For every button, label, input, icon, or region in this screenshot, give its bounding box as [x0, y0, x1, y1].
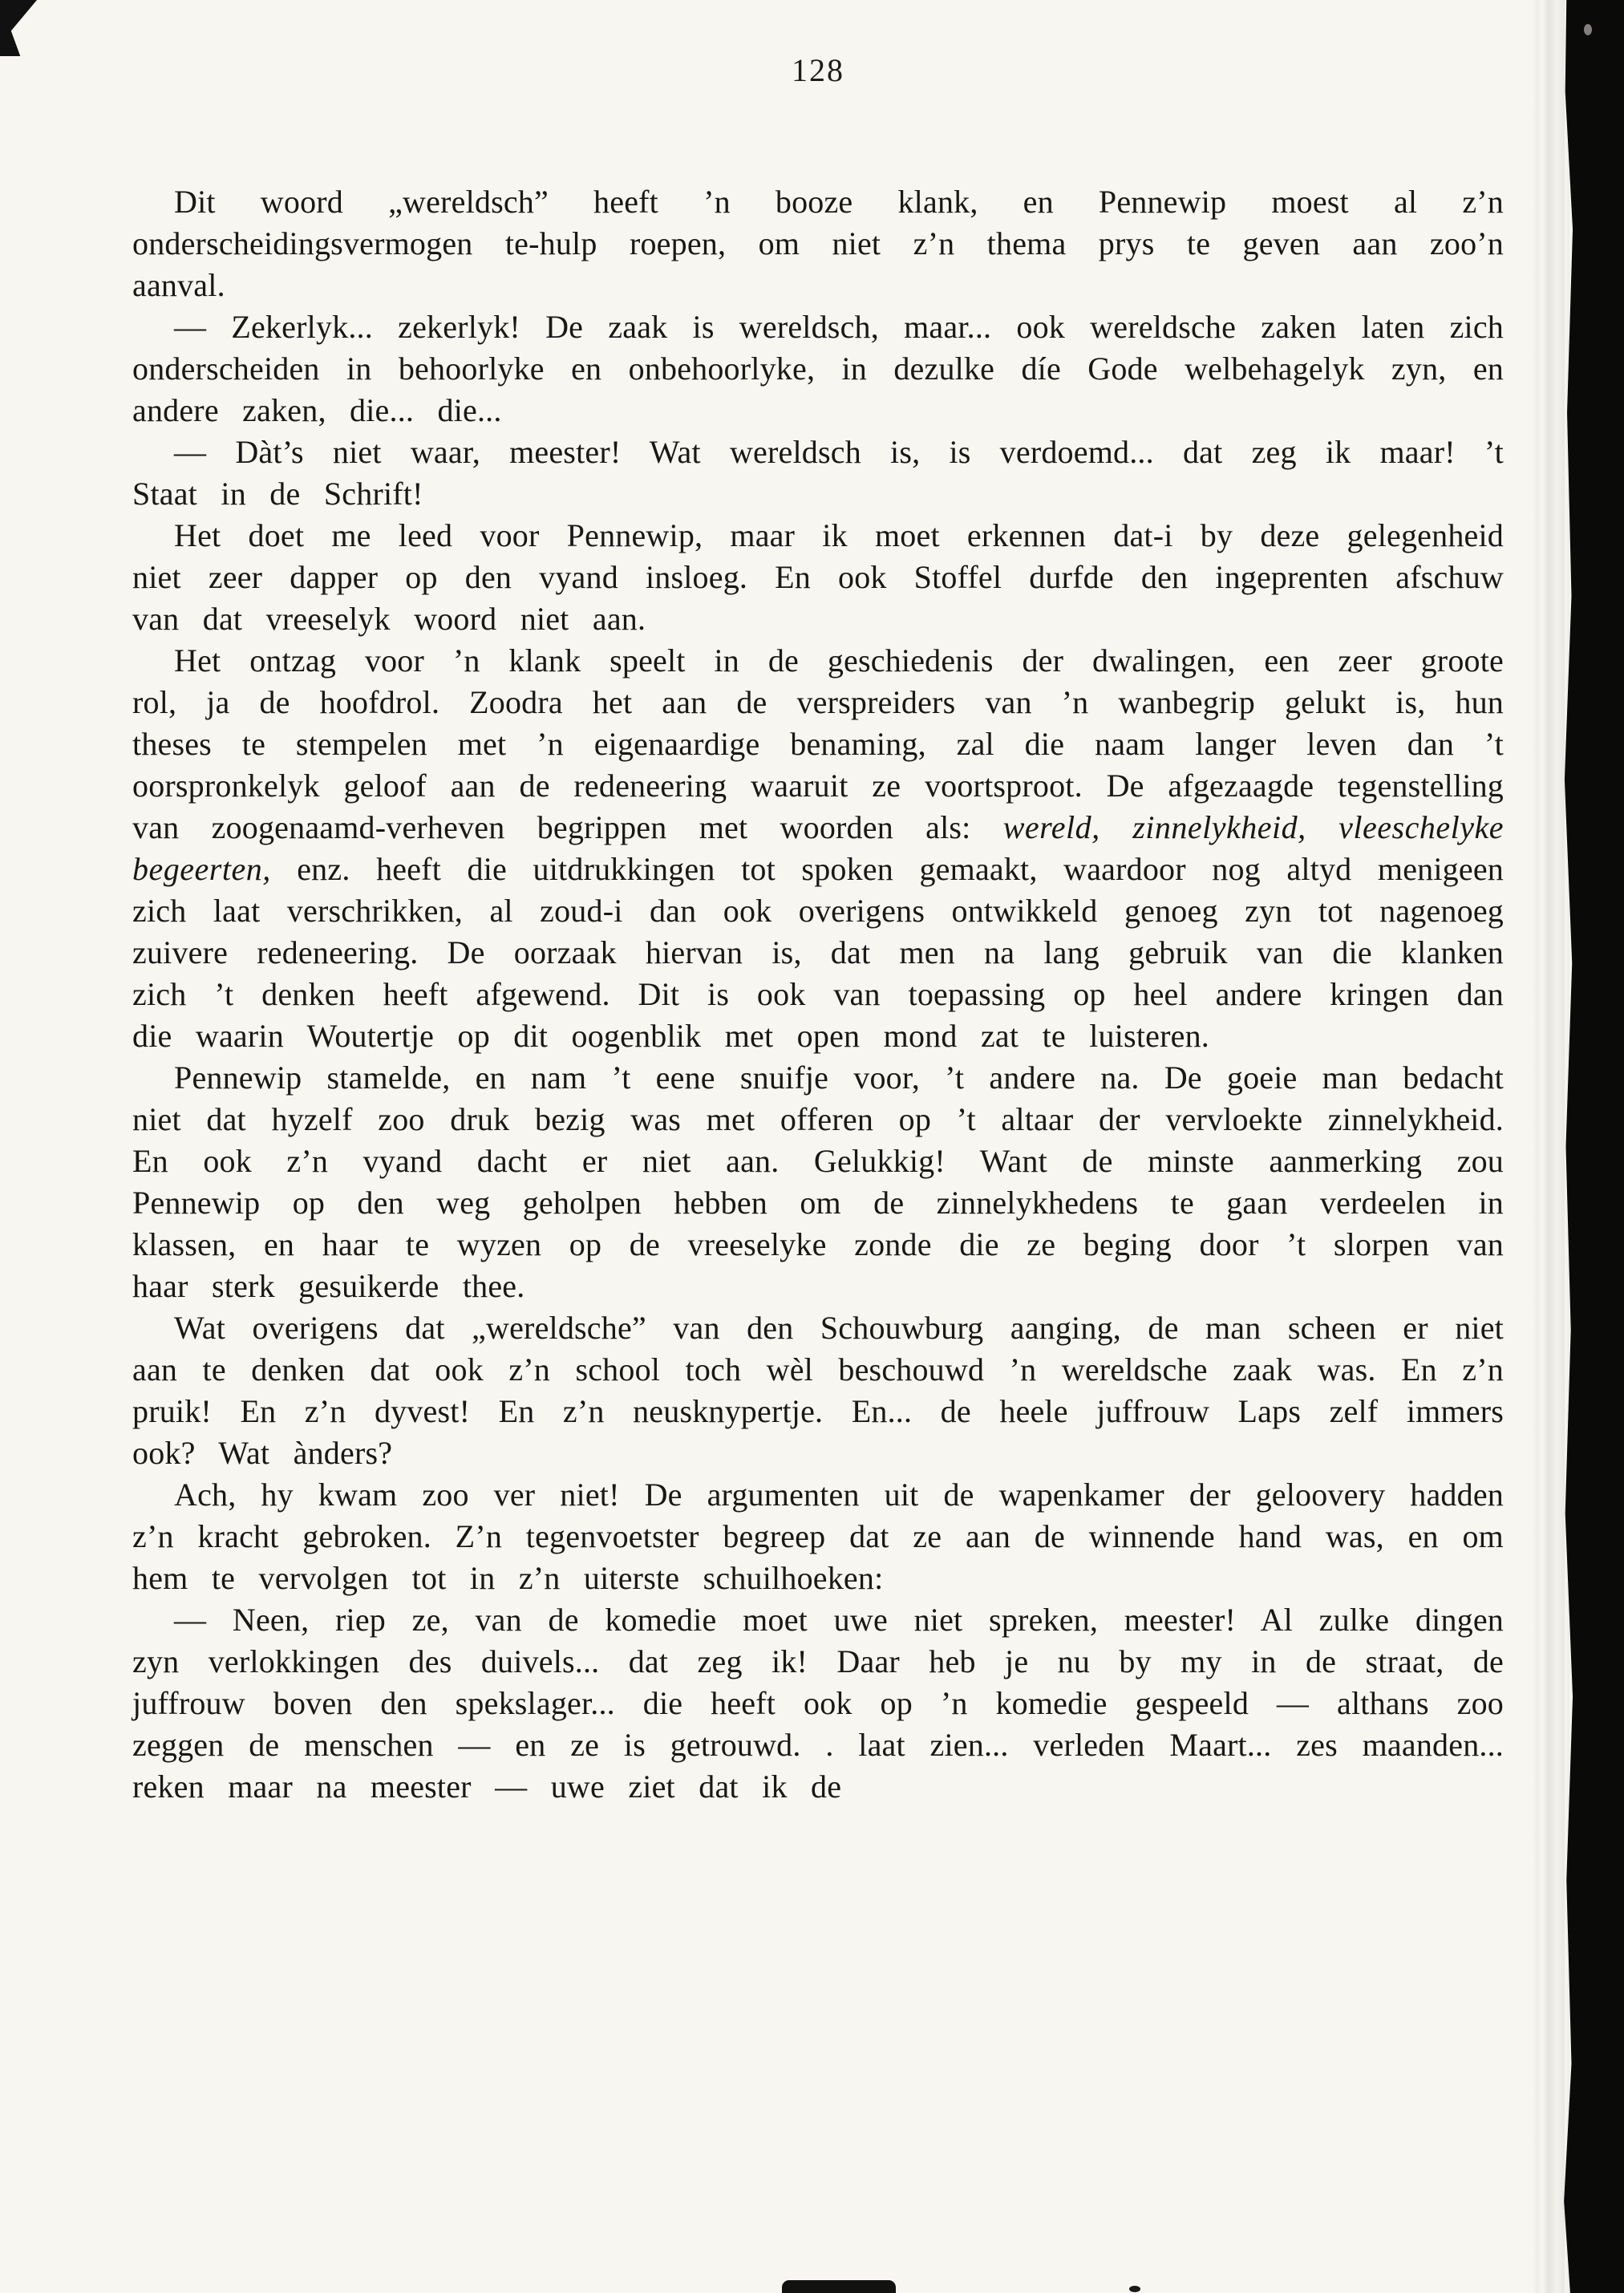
paragraph-1: Dit woord „wereldsch” heeft ’n booze klank, en Pennewip moest al z’n onderscheidingsvermogen te-hulp roepen, om niet z’n thema prys te geven aan zoo’n aanval.: [132, 184, 1504, 303]
page-number: 128: [792, 52, 844, 88]
paragraph-5-segment-normal-2: enz. heeft die uitdrukkingen tot spoken gemaakt, waardoor nog altyd menigeen zich laat verschrikken, al zoud-i dan ook overigens ontwikkeld genoeg zyn tot nagenoeg zuivere redeneering. De oorzaak hiervan is, dat men na lang gebruik van die klanken zich ’t denken heeft afgewend. Dit is ook van toepassing op heel andere kringen dan die waarin Woutertje op dit oogenblik met open mond zat te luisteren.: [132, 851, 1504, 1054]
scan-edge-black-band: [1561, 0, 1624, 2293]
scan-streaks-artifact: [1533, 0, 1569, 2293]
paragraph-3-dialogue: — Dàt’s niet waar, meester! Wat wereldsch is, is verdoemd... dat zeg ik maar! ’t Staat in de Schrift!: [132, 434, 1504, 512]
scan-mark-bottom: [782, 2280, 896, 2293]
paragraph-8: Ach, hy kwam zoo ver niet! De argumenten uit de wapenkamer der geloovery hadden z’n kracht gebroken. Z’n tegenvoetster begreep dat ze aan de winnende hand was, en om hem te vervolgen tot in z’n uiterste schuilhoeken:: [132, 1477, 1504, 1596]
paragraph-2-dialogue: — Zekerlyk... zekerlyk! De zaak is wereldsch, maar... ook wereldsche zaken laten zich onderscheiden in behoorlyke en onbehoorlyke, in dezulke díe Gode welbehagelyk zyn, en andere zaken, die... die...: [132, 309, 1504, 428]
scan-speck-bottom: [1129, 2286, 1140, 2292]
paragraph-5: [132, 640, 1504, 1057]
paragraph-5-segment-normal: Het ontzag voor ’n klank speelt in de geschiedenis der dwalingen, een zeer groote rol, ja de hoofdrol. Zoodra het aan de verspreiders van ’n wanbegrip gelukt is, hun theses te stempelen met ’n eigenaardige benaming, zal die naam langer leven dan ’t oorspronkelyk geloof aan de redeneering waaruit ze voortsproot. De afgezaagde tegenstelling van zoogenaamd-verheven begrippen met woorden als:: [132, 642, 1504, 845]
paragraph-4: Het doet me leed voor Pennewip, maar ik moet erkennen dat-i by deze gelegenheid niet zeer dapper op den vyand insloeg. En ook Stoffel durfde den ingeprenten afschuw van dat vreeselyk woord niet aan.: [132, 517, 1504, 637]
paragraph-6: Pennewip stamelde, en nam ’t eene snuifje voor, ’t andere na. De goeie man bedacht niet dat hyzelf zoo druk bezig was met offeren op ’t altaar der vervloekte zinnelykheid. En ook z’n vyand dacht er niet aan. Gelukkig! Want de minste aanmerking zou Pennewip op den weg geholpen hebben om de zinnelykhedens te gaan verdeelen in klassen, en haar te wyzen op de vreeselyke zonde die ze beging door ’t slorpen van haar sterk gesuikerde thee.: [132, 1059, 1504, 1304]
scan-mark-top-left: [0, 0, 37, 56]
paragraph-5-segment-italic: wereld, zinnelykheid, vleeschelyke begeerten,: [132, 809, 1504, 887]
paragraph-7: Wat overigens dat „wereldsche” van den Schouwburg aanging, de man scheen er niet aan te denken dat ook z’n school toch wèl beschouwd ’n wereldsche zaak was. En z’n pruik! En z’n dyvest! En z’n neusknypertje. En... de heele juffrouw Laps zelf immers ook? Wat ànders?: [132, 1310, 1504, 1471]
text-body: [132, 181, 1504, 1808]
paragraph-9-dialogue: — Neen, riep ze, van de komedie moet uwe niet spreken, meester! Al zulke dingen zyn verlokkingen des duivels... dat zeg ik! Daar heb je nu by my in de straat, de juffrouw boven den spekslager... die heeft ook op ’n komedie gespeeld — althans zoo zeggen de menschen — en ze is getrouwd. . laat zien... verleden Maart... zes maanden... reken maar na meester — uwe ziet dat ik de: [132, 1602, 1504, 1805]
